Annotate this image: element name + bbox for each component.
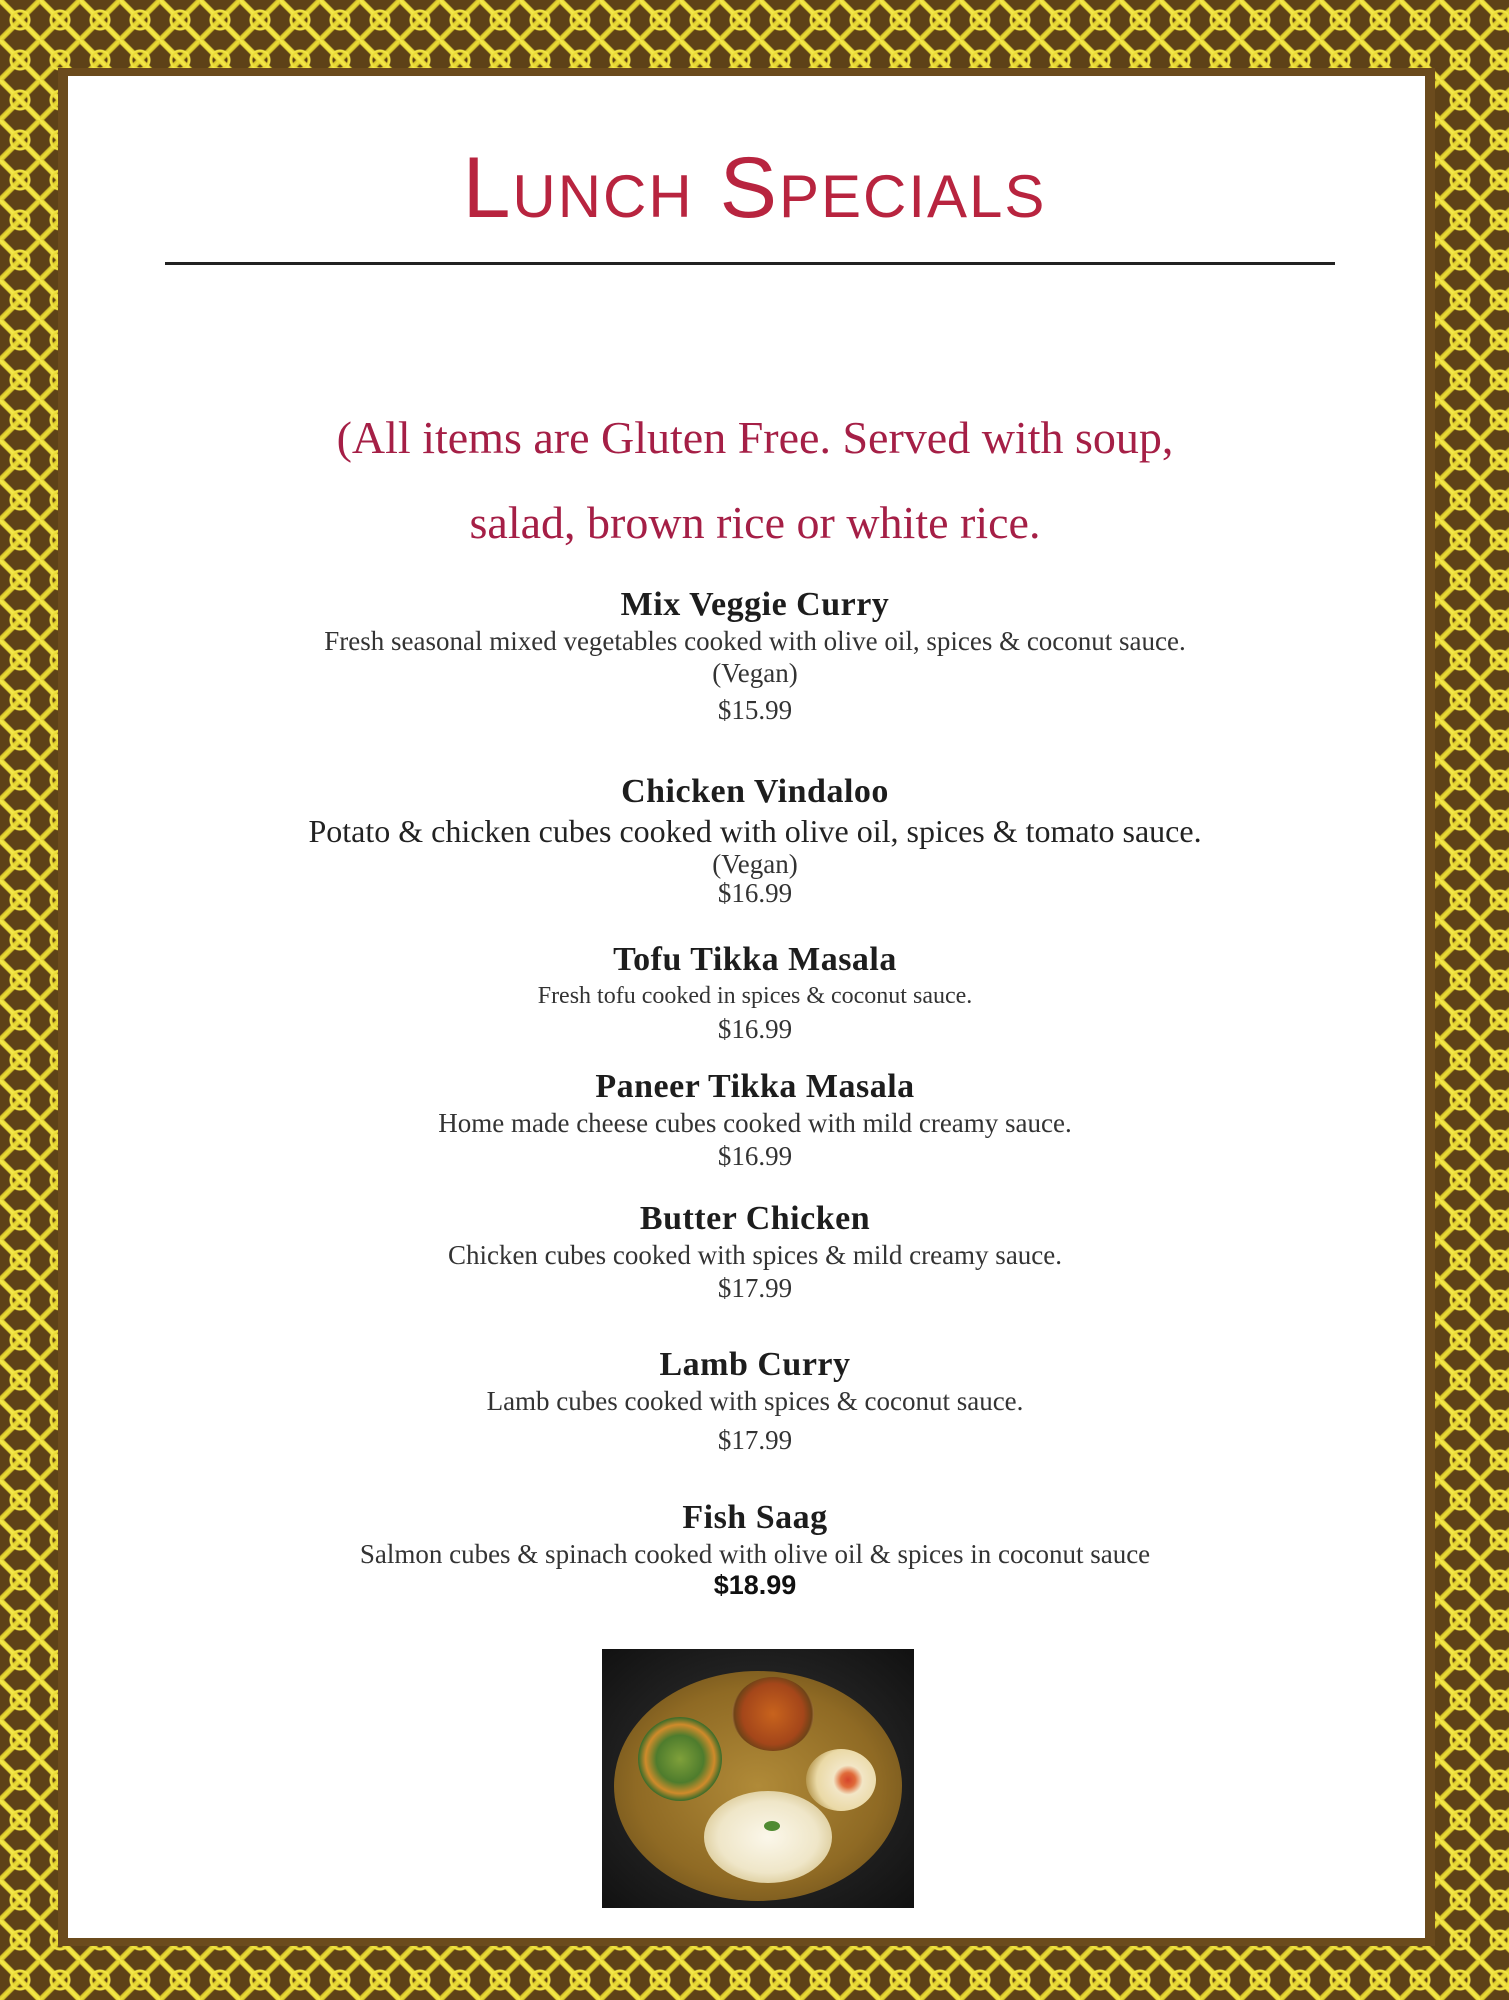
curry-bowl: [732, 1677, 814, 1751]
item-price: $17.99: [717, 1425, 793, 1455]
intro-line-2: salad, brown rice or white rice.: [469, 497, 1041, 548]
item-description: Potato & chicken cubes cooked with olive oil, spices & tomato sauce.: [308, 813, 1202, 849]
item-note: (Vegan): [712, 658, 798, 688]
item-note: (Vegan): [712, 849, 798, 879]
raita-bowl: [806, 1749, 876, 1811]
item-description: Chicken cubes cooked with spices & mild creamy sauce.: [447, 1240, 1063, 1270]
menu-item-butter-chicken: [120, 1199, 1390, 1305]
title-divider: [165, 262, 1335, 265]
item-name: Fish Saag: [682, 1499, 828, 1536]
menu-item-chicken-vindaloo: [120, 772, 1390, 908]
plate: [614, 1671, 902, 1901]
garnish: [764, 1821, 780, 1831]
item-price: $18.99: [713, 1570, 797, 1600]
item-price: $16.99: [717, 1014, 793, 1044]
item-description: Fresh seasonal mixed vegetables cooked with olive oil, spices & coconut sauce.: [324, 626, 1186, 656]
item-name: Chicken Vindaloo: [621, 773, 889, 810]
rice-mound: [704, 1791, 832, 1883]
item-name: Butter Chicken: [639, 1200, 871, 1237]
menu-item-tofu-tikka-masala: [120, 940, 1390, 1046]
item-price: $16.99: [717, 1141, 793, 1171]
menu-item-paneer-tikka-masala: [120, 1067, 1390, 1173]
item-name: Paneer Tikka Masala: [595, 1068, 915, 1105]
item-name: Mix Veggie Curry: [620, 586, 890, 623]
menu-item-mix-veggie-curry: [120, 585, 1390, 727]
intro-line-1: (All items are Gluten Free. Served with soup,: [336, 412, 1174, 463]
item-price: $17.99: [717, 1273, 793, 1303]
item-description: Lamb cubes cooked with spices & coconut sauce.: [486, 1386, 1024, 1416]
item-name: Tofu Tikka Masala: [613, 941, 897, 978]
item-price: $16.99: [717, 878, 793, 908]
item-description: Fresh tofu cooked in spices & coconut sauce.: [537, 983, 973, 1009]
salad-bowl: [638, 1717, 722, 1801]
item-description: Salmon cubes & spinach cooked with olive oil & spices in coconut sauce: [359, 1539, 1151, 1569]
item-price: $15.99: [717, 695, 793, 725]
page-title: Lunch Specials: [462, 140, 1047, 236]
thali-plate-photo: [602, 1649, 914, 1908]
menu-item-lamb-curry: [120, 1345, 1390, 1457]
menu-item-fish-saag: [120, 1498, 1390, 1601]
item-name: Lamb Curry: [659, 1346, 851, 1383]
item-description: Home made cheese cubes cooked with mild creamy sauce.: [438, 1108, 1072, 1138]
